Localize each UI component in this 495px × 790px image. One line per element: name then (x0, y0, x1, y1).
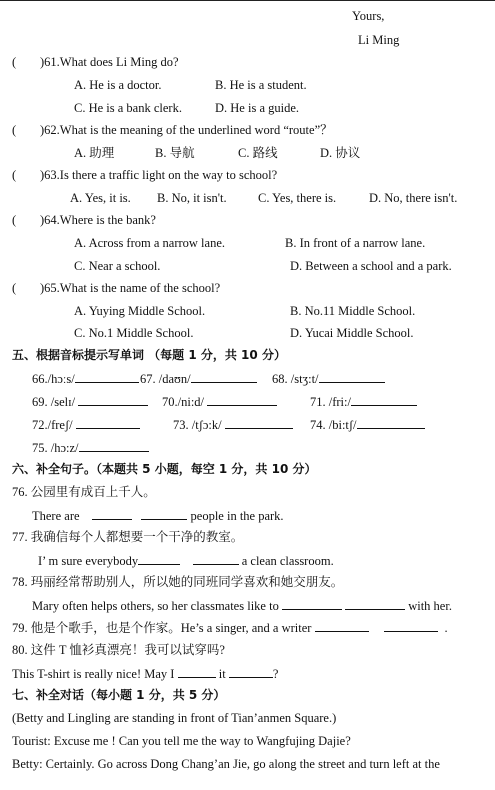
answer-blank[interactable] (76, 417, 140, 429)
closing-name: Li Ming (358, 33, 400, 47)
phonetic-66: 66./hɔːs/ (32, 372, 75, 386)
answer-blank[interactable] (191, 371, 257, 383)
answer-blank[interactable] (178, 666, 216, 678)
sentence-text: 79. 他是个歌手，也是个作家。He’s a singer, and a writer (12, 621, 312, 635)
section-5-title: 五、根据音标提示写单词 （每题 1 分，共 10 分） (12, 348, 286, 362)
answer-blank[interactable] (384, 620, 438, 632)
phonetic-70: 70./ni:d/ (162, 395, 205, 409)
sentence-text: people in the park. (190, 509, 284, 523)
question-stem (40, 123, 333, 138)
answer-blank[interactable] (319, 371, 385, 383)
option-b: B. He is a student. (215, 78, 307, 92)
option-b: B. No, it isn't. (157, 191, 227, 205)
answer-blank[interactable] (315, 620, 369, 632)
answer-blank[interactable] (141, 508, 187, 520)
item-75 (32, 440, 149, 456)
option-c: C. No.1 Middle School. (74, 326, 194, 340)
item-74 (310, 417, 425, 433)
q78-chinese: 78. 玛丽经常帮助别人，所以她的同班同学喜欢和她交朋友。 (12, 575, 344, 589)
phonetic-67: 67. /daʊn/ (140, 372, 191, 386)
q77-english (38, 553, 334, 569)
dialogue-scene: (Betty and Lingling are standing in front of Tian’anmen Square.) (12, 711, 337, 725)
underlined-word: “route” (283, 123, 321, 137)
answer-blank[interactable] (345, 598, 405, 610)
option-a: A. Across from a narrow lane. (74, 236, 225, 250)
option-a: A. 助理 (74, 146, 115, 160)
option-c: C. 路线 (238, 146, 278, 160)
answer-blank[interactable] (92, 508, 132, 520)
answer-blank[interactable] (225, 417, 293, 429)
sentence-text: with her. (408, 599, 452, 613)
answer-blank[interactable] (229, 666, 273, 678)
sentence-text: it (218, 667, 226, 681)
answer-paren[interactable]: ( (12, 55, 17, 69)
q80-english (12, 666, 278, 682)
stem-end: ？ (320, 123, 333, 137)
phonetic-73: 73. /tʃɔ:k/ (173, 418, 222, 432)
question-stem: )65.What is the name of the school? (40, 281, 221, 295)
q80-chinese: 80. 这件 T 恤衫真漂亮！我可以试穿吗? (12, 643, 225, 657)
option-a: A. Yes, it is. (70, 191, 131, 205)
option-c: C. Near a school. (74, 259, 161, 273)
item-68 (272, 371, 385, 387)
dialogue-tourist: Tourist: Excuse me ! Can you tell me the way to Wangfujing Dajie? (12, 734, 351, 748)
answer-paren[interactable]: ( (12, 168, 17, 182)
answer-blank[interactable] (357, 417, 425, 429)
q77-chinese: 77. 我确信每个人都想要一个干净的教室。 (12, 530, 244, 544)
answer-blank[interactable] (193, 553, 239, 565)
question-stem: )61.What does Li Ming do? (40, 55, 179, 69)
sentence-text: a clean classroom. (241, 554, 334, 568)
option-d: D. 协议 (320, 146, 361, 160)
question-stem: )63.Is there a traffic light on the way to school? (40, 168, 278, 182)
phonetic-72: 72./freʃ/ (32, 418, 73, 432)
q76-chinese: 76. 公园里有成百上千人。 (12, 485, 156, 499)
top-rule (0, 0, 495, 1)
item-70 (162, 394, 277, 410)
phonetic-71: 71. /fri:/ (310, 395, 351, 409)
phonetic-74: 74. /bi:tʃ/ (310, 418, 357, 432)
item-72 (32, 417, 140, 433)
item-73 (173, 417, 293, 433)
phonetic-69: 69. /selɪ/ (32, 395, 76, 409)
phonetic-68: 68. /stʒ:t/ (272, 372, 319, 386)
section-6-title: 六、补全句子。（本题共 5 小题，每空 1 分，共 10 分） (12, 462, 317, 476)
item-69 (32, 394, 148, 410)
closing-yours: Yours, (352, 9, 385, 23)
item-71 (310, 394, 417, 410)
sentence-end: ? (272, 667, 279, 681)
item-66 (32, 371, 139, 387)
section-7-title: 七、补全对话（每小题 1 分，共 5 分） (12, 688, 226, 702)
answer-blank[interactable] (79, 440, 149, 452)
answer-blank[interactable] (351, 394, 417, 406)
option-b: B. No.11 Middle School. (290, 304, 416, 318)
option-d: D. He is a guide. (215, 101, 300, 115)
sentence-text: Mary often helps others, so her classmates like to (32, 599, 279, 613)
option-c: C. Yes, there is. (258, 191, 337, 205)
answer-paren[interactable]: ( (12, 123, 17, 137)
option-a: A. He is a doctor. (74, 78, 162, 92)
option-c: C. He is a bank clerk. (74, 101, 182, 115)
option-b: B. 导航 (155, 146, 195, 160)
sentence-text: There are (32, 509, 80, 523)
question-stem: )64.Where is the bank? (40, 213, 156, 227)
dialogue-betty: Betty: Certainly. Go across Dong Chang’an Jie, go along the street and turn left at the (12, 757, 440, 771)
sentence-text: This T-shirt is really nice! May I (12, 667, 175, 681)
option-d: D. No, there isn't. (369, 191, 458, 205)
option-b: B. In front of a narrow lane. (285, 236, 426, 250)
option-d: D. Between a school and a park. (290, 259, 452, 273)
answer-paren[interactable]: ( (12, 213, 17, 227)
option-a: A. Yuying Middle School. (74, 304, 206, 318)
phonetic-75: 75. /hɔ:z/ (32, 441, 79, 455)
q79 (12, 620, 448, 636)
option-d: D. Yucai Middle School. (290, 326, 414, 340)
item-67 (140, 371, 257, 387)
stem-text: )62.What is the meaning of the underlined word (40, 123, 284, 137)
answer-blank[interactable] (282, 598, 342, 610)
answer-paren[interactable]: ( (12, 281, 17, 295)
answer-blank[interactable] (75, 371, 139, 383)
sentence-text: I’ m sure everybody (38, 554, 139, 568)
sentence-end: . (444, 621, 448, 635)
q76-english (32, 508, 284, 524)
answer-blank[interactable] (207, 394, 277, 406)
answer-blank[interactable] (78, 394, 148, 406)
q78-english (32, 598, 452, 614)
answer-blank[interactable] (138, 553, 180, 565)
